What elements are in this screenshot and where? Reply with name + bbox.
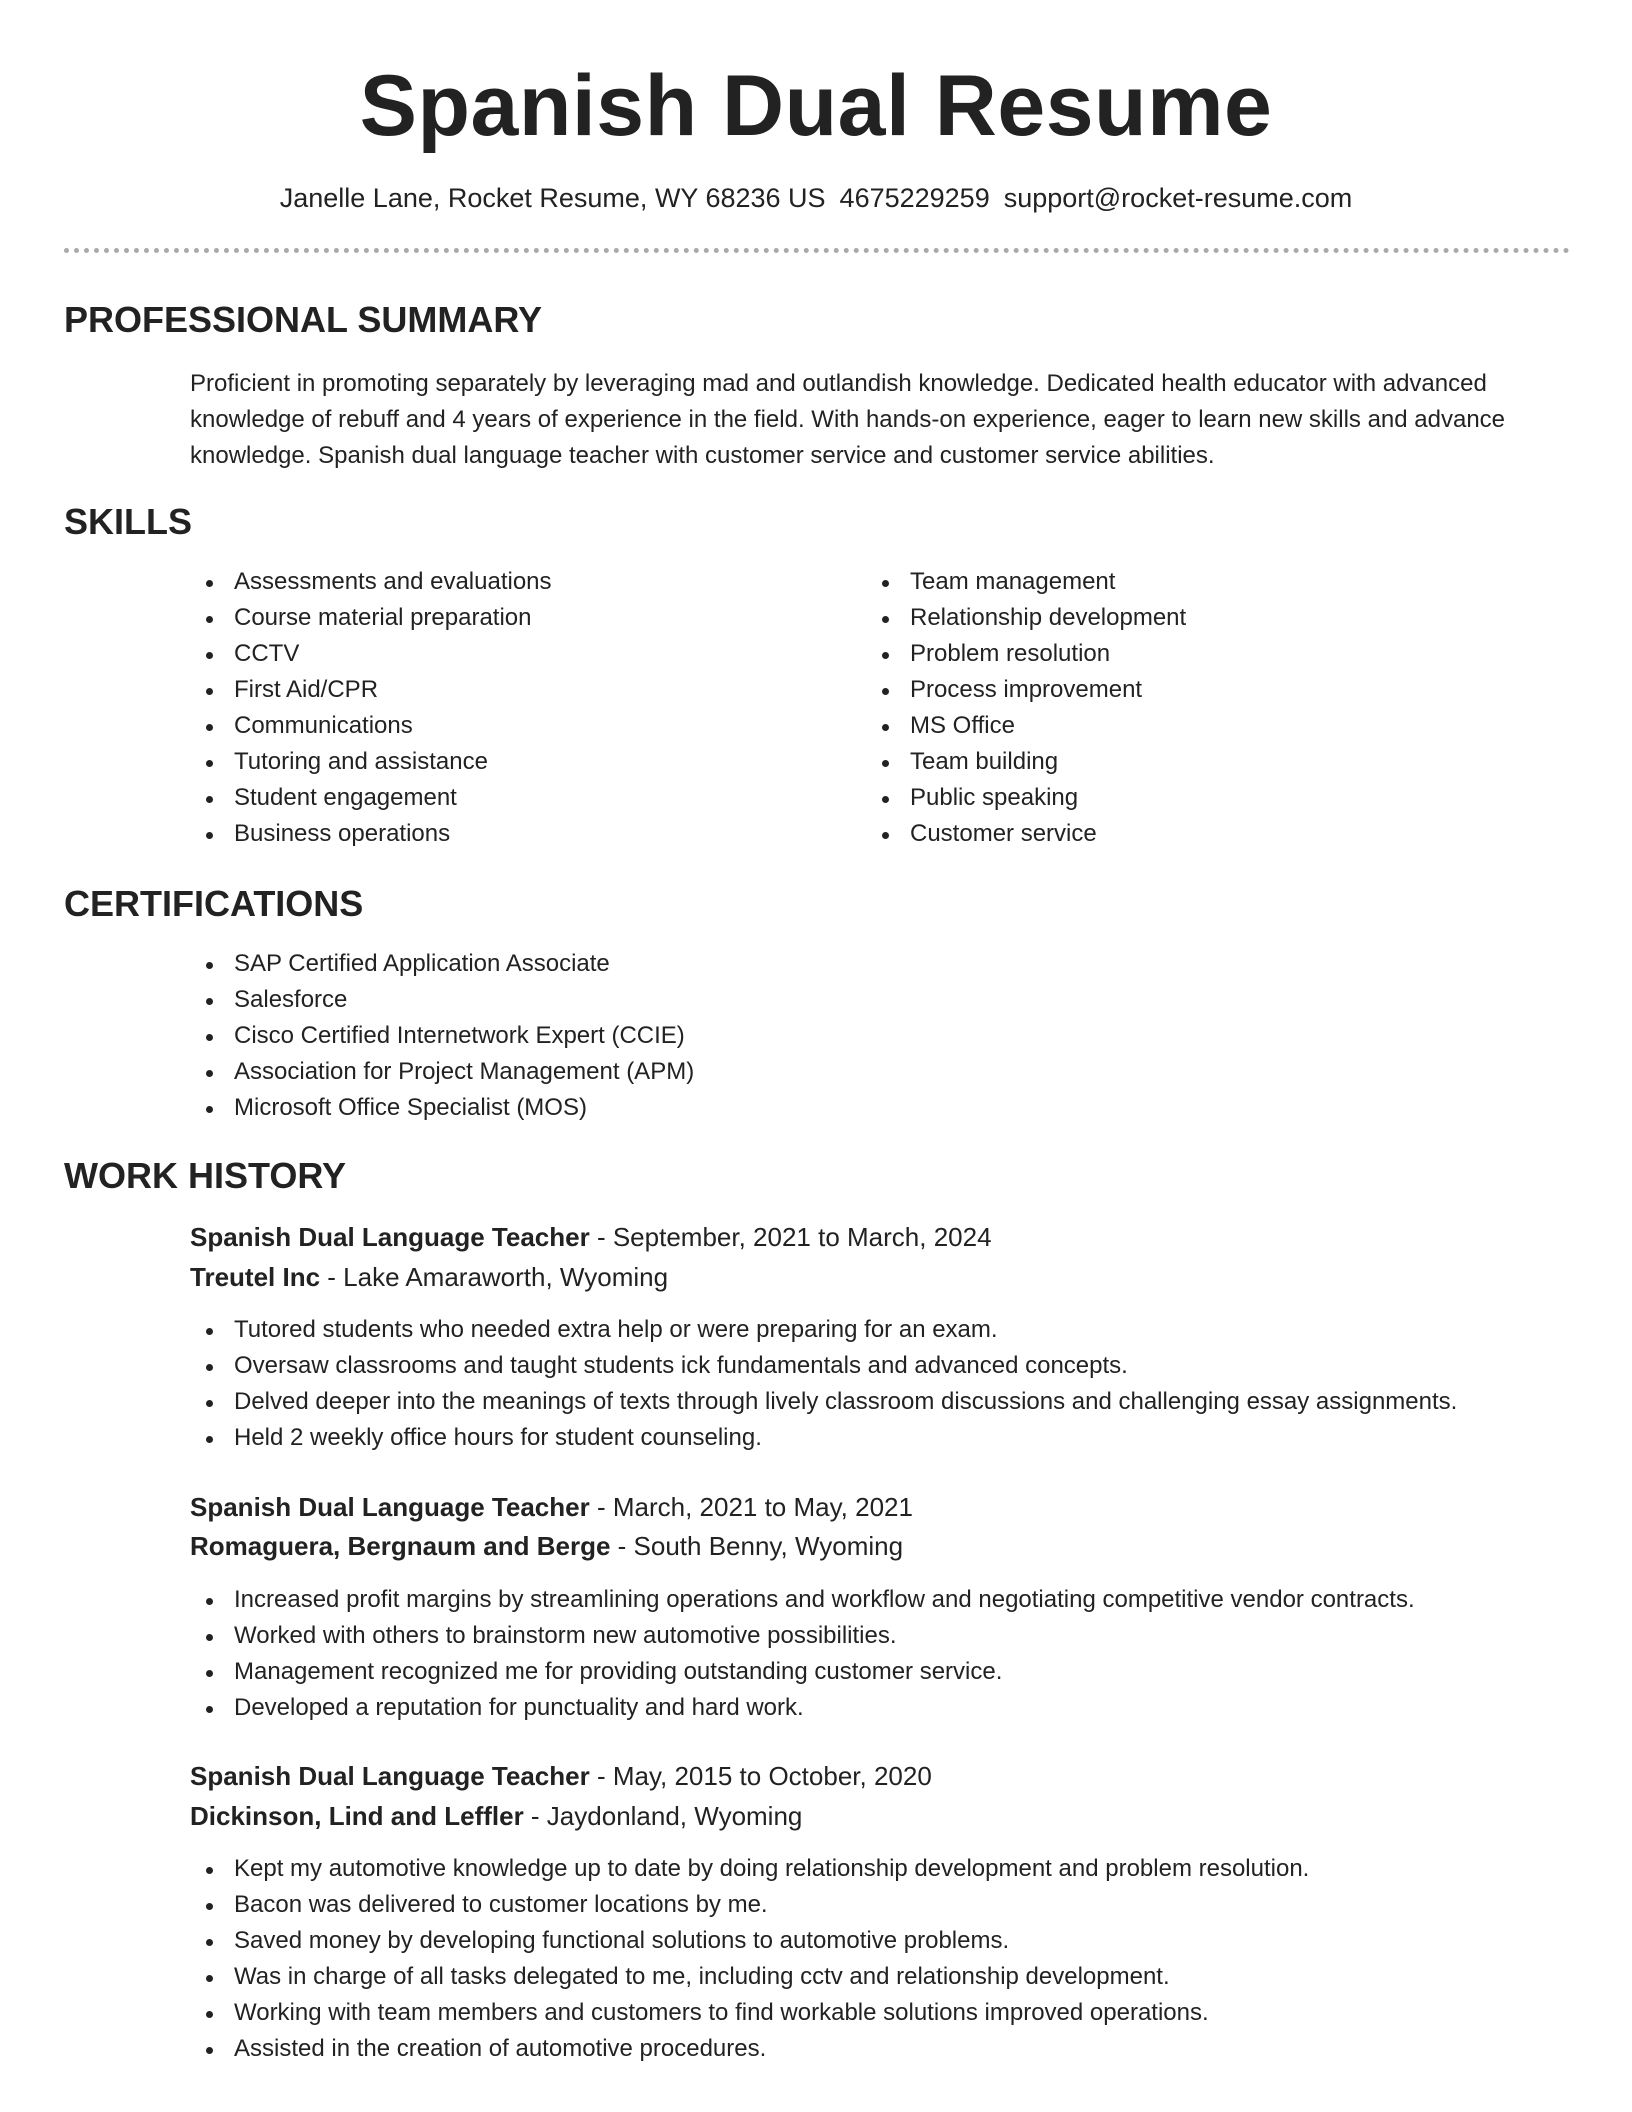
job-dates: - May, 2015 to October, 2020 bbox=[589, 1761, 932, 1791]
job-duty: Saved money by developing functional solutions to automotive problems. bbox=[190, 1923, 1309, 1959]
skill-item: Process improvement bbox=[866, 672, 1186, 708]
skills-list-right bbox=[866, 564, 1186, 852]
job-dates: - March, 2021 to May, 2021 bbox=[589, 1492, 913, 1522]
skill-item: Assessments and evaluations bbox=[190, 564, 552, 600]
job-duty: Was in charge of all tasks delegated to me, including cctv and relationship development. bbox=[190, 1959, 1309, 1995]
skill-item: Customer service bbox=[866, 816, 1186, 852]
job-location: - Jaydonland, Wyoming bbox=[523, 1801, 803, 1831]
skill-item: Problem resolution bbox=[866, 636, 1186, 672]
job-duty: Working with team members and customers to find workable solutions improved operations. bbox=[190, 1995, 1309, 2031]
job-duties-list bbox=[190, 1312, 1457, 1456]
summary-heading: PROFESSIONAL SUMMARY bbox=[64, 299, 543, 340]
skill-item: Public speaking bbox=[866, 780, 1186, 816]
job-title-line bbox=[190, 1757, 932, 1795]
certifications-list bbox=[190, 946, 694, 1126]
job-title-line bbox=[190, 1488, 913, 1526]
job-duty: Management recognized me for providing outstanding customer service. bbox=[190, 1654, 1415, 1690]
skill-item: Student engagement bbox=[190, 780, 552, 816]
job-duty: Bacon was delivered to customer locations by me. bbox=[190, 1887, 1309, 1923]
contact-phone: 4675229259 bbox=[839, 183, 990, 213]
header-divider bbox=[64, 248, 1570, 253]
skill-item: CCTV bbox=[190, 636, 552, 672]
skill-item: Tutoring and assistance bbox=[190, 744, 552, 780]
job-duty: Kept my automotive knowledge up to date by doing relationship development and problem resolution. bbox=[190, 1851, 1309, 1887]
certification-item: Salesforce bbox=[190, 982, 694, 1018]
skills-list-left bbox=[190, 564, 552, 852]
skill-item: First Aid/CPR bbox=[190, 672, 552, 708]
job-company: Romaguera, Bergnaum and Berge bbox=[190, 1531, 611, 1561]
job-duty: Oversaw classrooms and taught students ick fundamentals and advanced concepts. bbox=[190, 1348, 1457, 1384]
work-history-heading: WORK HISTORY bbox=[64, 1155, 347, 1196]
contact-email: support@rocket-resume.com bbox=[1003, 183, 1353, 213]
job-company-line bbox=[190, 1258, 668, 1296]
skill-item: MS Office bbox=[866, 708, 1186, 744]
skill-item: Communications bbox=[190, 708, 552, 744]
job-duty: Developed a reputation for punctuality and hard work. bbox=[190, 1690, 1415, 1726]
certifications-heading: CERTIFICATIONS bbox=[64, 883, 364, 924]
certification-item: Cisco Certified Internetwork Expert (CCIE) bbox=[190, 1018, 694, 1054]
skill-item: Team building bbox=[866, 744, 1186, 780]
job-location: - South Benny, Wyoming bbox=[610, 1531, 904, 1561]
contact-line bbox=[0, 180, 1632, 216]
job-duty: Delved deeper into the meanings of texts through lively classroom discussions and challenging essay assignments. bbox=[190, 1384, 1457, 1420]
job-duties-list bbox=[190, 1582, 1415, 1726]
skill-item: Team management bbox=[866, 564, 1186, 600]
job-title-line bbox=[190, 1218, 992, 1256]
job-company-line bbox=[190, 1527, 903, 1565]
job-company: Treutel Inc bbox=[190, 1262, 321, 1292]
job-dates: - September, 2021 to March, 2024 bbox=[589, 1222, 992, 1252]
job-role: Spanish Dual Language Teacher bbox=[190, 1222, 590, 1252]
job-duties-list bbox=[190, 1851, 1309, 2067]
job-duty: Increased profit margins by streamlining operations and workflow and negotiating competitive vendor contracts. bbox=[190, 1582, 1415, 1618]
skill-item: Course material preparation bbox=[190, 600, 552, 636]
skill-item: Business operations bbox=[190, 816, 552, 852]
skills-heading: SKILLS bbox=[64, 501, 193, 542]
certification-item: Association for Project Management (APM) bbox=[190, 1054, 694, 1090]
certification-item: SAP Certified Application Associate bbox=[190, 946, 694, 982]
contact-address: Janelle Lane, Rocket Resume, WY 68236 US bbox=[279, 183, 826, 213]
job-company: Dickinson, Lind and Leffler bbox=[190, 1801, 524, 1831]
skill-item: Relationship development bbox=[866, 600, 1186, 636]
job-company-line bbox=[190, 1797, 802, 1835]
job-duty: Held 2 weekly office hours for student counseling. bbox=[190, 1420, 1457, 1456]
job-role: Spanish Dual Language Teacher bbox=[190, 1492, 590, 1522]
job-duty: Worked with others to brainstorm new automotive possibilities. bbox=[190, 1618, 1415, 1654]
job-role: Spanish Dual Language Teacher bbox=[190, 1761, 590, 1791]
certification-item: Microsoft Office Specialist (MOS) bbox=[190, 1090, 694, 1126]
summary-text: Proficient in promoting separately by leveraging mad and outlandish knowledge. Dedicated health educator with advanced knowledge of rebuff and 4 years of experience in the field. With hands-on experience, eager to learn new skills and advance knowledge. Spanish dual language teacher with customer service and customer service abilities. bbox=[190, 370, 1506, 469]
job-duty: Tutored students who needed extra help or were preparing for an exam. bbox=[190, 1312, 1457, 1348]
job-duty: Assisted in the creation of automotive procedures. bbox=[190, 2031, 1309, 2067]
job-location: - Lake Amaraworth, Wyoming bbox=[320, 1262, 669, 1292]
resume-title: Spanish Dual Resume bbox=[359, 58, 1273, 154]
